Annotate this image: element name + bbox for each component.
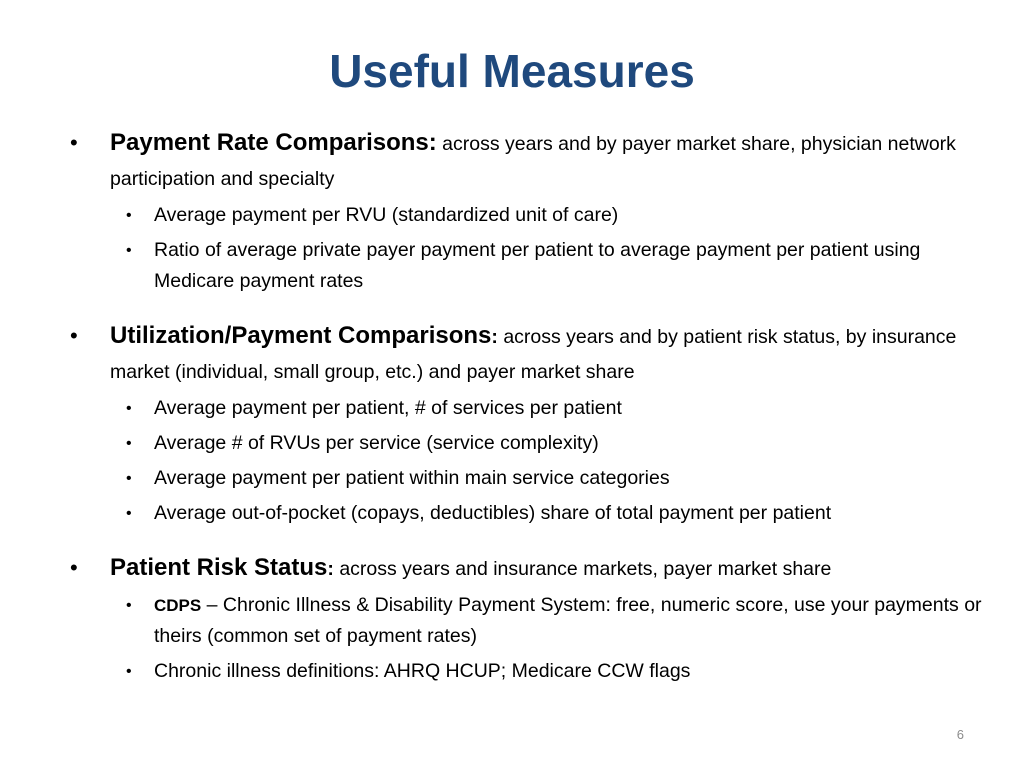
section-patient-risk-status — [70, 551, 1000, 687]
bullet-level2 — [70, 656, 1000, 687]
bullet-text: Ratio of average private payer payment per patient to average payment per patient using Medicare payment rates — [154, 239, 921, 292]
page-number: 6 — [956, 727, 964, 742]
bullet-text: Chronic illness definitions: AHRQ HCUP; Medicare CCW flags — [154, 660, 691, 682]
bullet-icon: • — [126, 242, 132, 259]
slide-title: Useful Measures — [329, 45, 695, 97]
bullet-text: Average out-of-pocket (copays, deductibles) share of total payment per patient — [154, 502, 832, 524]
bullet-icon: • — [126, 207, 132, 224]
bullet-level2 — [70, 393, 1000, 424]
bullet-level2 — [70, 498, 1000, 529]
bullet-icon: • — [126, 663, 132, 680]
bullet-icon: • — [126, 597, 132, 614]
bullet-icon: • — [126, 470, 132, 487]
bullet-text: across years and insurance markets, payer market share — [333, 558, 832, 580]
bullet-level2 — [70, 235, 1000, 297]
bullet-lead: Patient Risk Status — [110, 554, 328, 581]
bullet-icon: • — [126, 435, 132, 452]
bullet-icon: • — [70, 323, 78, 348]
bullet-lead: Utilization/Payment Comparisons — [110, 322, 492, 349]
bullet-level2 — [70, 590, 1000, 652]
bullet-text: across years and by payer market share, physician network participation and specialty — [110, 133, 956, 190]
bullet-level1 — [70, 126, 1000, 196]
section-payment-rate-comparisons — [70, 126, 1000, 297]
bullet-icon: • — [70, 130, 78, 155]
bullet-lead: Payment Rate Comparisons: — [110, 129, 437, 156]
bullet-icon: • — [126, 505, 132, 522]
bullet-level2 — [70, 200, 1000, 231]
bullet-text: – Chronic Illness & Disability Payment System: free, numeric score, use your payments or theirs (common set of payment rates) — [154, 594, 982, 647]
bullet-level1 — [70, 551, 1000, 586]
bullet-strong: CDPS — [154, 596, 202, 615]
bullet-lead-colon: : — [491, 326, 498, 348]
bullet-level2 — [70, 428, 1000, 459]
bullet-icon: • — [70, 555, 78, 580]
bullet-level2 — [70, 463, 1000, 494]
bullet-text: Average payment per RVU (standardized unit of care) — [154, 204, 619, 226]
bullet-text: Average payment per patient within main service categories — [154, 467, 670, 489]
bullet-text: across years and by patient risk status, by insurance market (individual, small group, etc.) and payer market share — [110, 326, 957, 383]
section-utilization-payment-comparisons — [70, 319, 1000, 529]
bullet-text: Average # of RVUs per service (service complexity) — [154, 432, 599, 454]
bullet-icon: • — [126, 400, 132, 417]
bullet-text: Average payment per patient, # of services per patient — [154, 397, 622, 419]
bullet-level1 — [70, 319, 1000, 389]
bullet-lead-colon: : — [327, 558, 334, 580]
bullet-list — [70, 126, 1000, 709]
